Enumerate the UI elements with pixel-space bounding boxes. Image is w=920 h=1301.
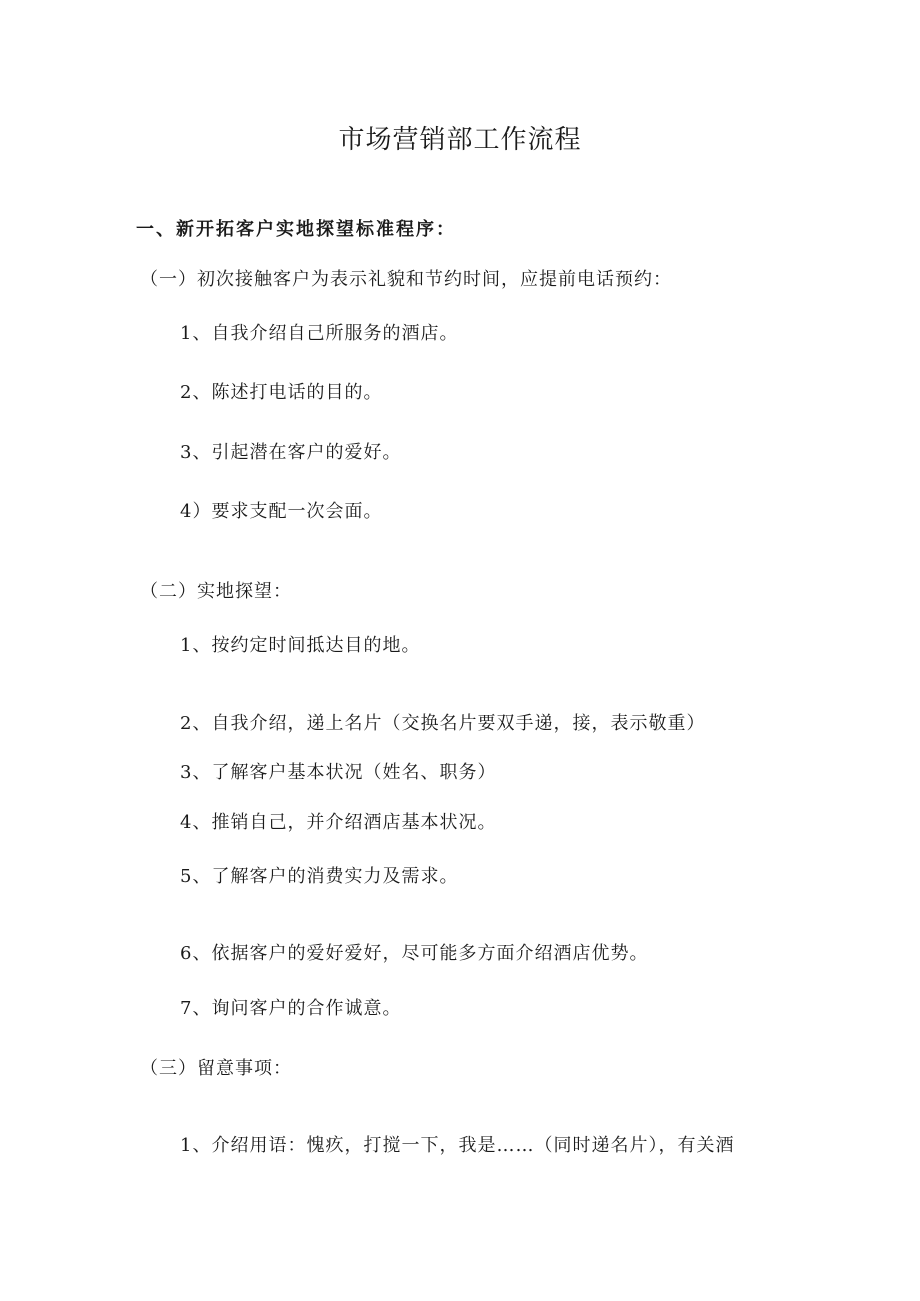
document-title: 市场营销部工作流程 bbox=[338, 125, 582, 155]
list-item: 2、自我介绍，递上名片（交换名片要双手递，接，表示敬重） bbox=[180, 713, 706, 734]
section-heading: 一、新开拓客户实地探望标准程序： bbox=[136, 219, 456, 240]
list-item: 1、介绍用语：愧疚，打搅一下，我是……（同时递名片），有关酒 bbox=[180, 1135, 735, 1156]
list-item: 3、了解客户基本状况（姓名、职务） bbox=[180, 762, 497, 783]
list-item: 3、引起潜在客户的爱好。 bbox=[180, 442, 402, 463]
list-item: 4）要求支配一次会面。 bbox=[180, 501, 383, 522]
list-item: 6、依据客户的爱好爱好，尽可能多方面介绍酒店优势。 bbox=[180, 943, 649, 964]
list-item: 2、陈述打电话的目的。 bbox=[180, 382, 383, 403]
list-item: 1、按约定时间抵达目的地。 bbox=[180, 635, 421, 656]
subsection-heading-1: （一）初次接触客户为表示礼貌和节约时间，应提前电话预约： bbox=[140, 269, 672, 290]
list-item: 1、自我介绍自己所服务的酒店。 bbox=[180, 323, 459, 344]
subsection-heading-3: （三）留意事项： bbox=[140, 1058, 292, 1079]
list-item: 4、推销自己，并介绍酒店基本状况。 bbox=[180, 812, 497, 833]
subsection-heading-2: （二）实地探望： bbox=[140, 581, 292, 602]
list-item: 5、了解客户的消费实力及需求。 bbox=[180, 866, 459, 887]
list-item: 7、询问客户的合作诚意。 bbox=[180, 998, 402, 1019]
